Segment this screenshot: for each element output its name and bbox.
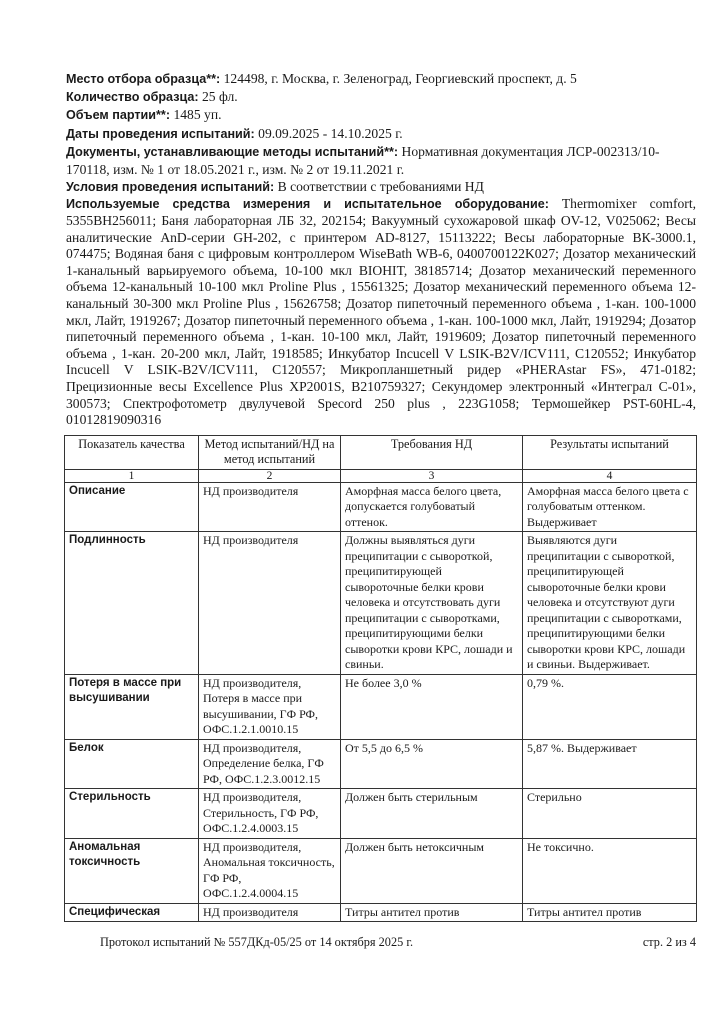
table-row [65,674,697,739]
table-row [65,903,697,922]
requirement-cell: Должен быть нетоксичным [341,838,523,903]
batch-volume [66,106,696,124]
column-header: Показатель качества [65,435,199,469]
sample-quantity [66,88,696,106]
protocol-header [66,70,696,429]
indicator-cell: Белок [65,739,199,789]
result-cell: 5,87 %. Выдерживает [523,739,697,789]
field-value: В соответствии с требованиями НД [277,179,484,195]
result-cell: 0,79 %. [523,674,697,739]
test-conditions [66,178,696,196]
field-label: Количество образца: [66,90,199,105]
method-cell: НД производителя [199,532,341,675]
footer-page-number: стр. 2 из 4 [642,935,696,950]
column-number-row [65,469,697,482]
field-value: 09.09.2025 - 14.10.2025 г. [258,125,403,141]
indicator-cell: Потеря в массе при высушивании [65,674,199,739]
field-label: Место отбора образца**: [66,72,221,86]
method-cell: НД производителя, Потеря в массе при высушивании, ГФ РФ, ОФС.1.2.1.0010.15 [199,674,341,739]
indicator-cell: Подлинность [65,532,199,675]
column-number: 1 [65,469,199,482]
result-cell: Выявляются дуги преципитации с сывороткой, преципитирующей сывороточные белки крови человека и отсутствуют дуги преципитации с сыворотками, преципитирующими белки сыворотки крови КРС, лошади и свиньи. Выдерживает. [523,532,697,675]
column-header: Результаты испытаний [523,435,697,469]
field-label: Объем партии**: [66,108,171,123]
result-cell: Титры антител против [523,903,697,922]
column-number: 4 [523,469,697,482]
field-label: Условия проведения испытаний: [66,180,275,195]
field-value: 1485 уп. [173,107,222,123]
column-header: Метод испытаний/НД на метод испытаний [199,435,341,469]
table-row [65,789,697,839]
result-cell: Стерильно [523,789,697,839]
field-label: Используемые средства измерения и испытательное оборудование: [66,197,549,212]
requirement-cell: От 5,5 до 6,5 % [341,739,523,789]
requirement-cell: Должны выявляться дуги преципитации с сывороткой, преципитирующей сывороточные белки крови человека и отсутствовать дуги преципитации с сыворотками, преципитирующими белки сыворотки крови КРС, лошади и свиньи. [341,532,523,675]
test-dates [66,125,696,143]
sampling-place [66,70,696,88]
field-label: Документы, устанавливающие методы испытаний**: [66,144,399,159]
indicator-cell: Описание [65,482,199,532]
field-value: Нормативная документация ЛСР-002313/10-170118, изм. № 1 от 18.05.2021 г., изм. № 2 от 19.11.2021 г. [66,143,660,178]
table-row [65,482,697,532]
equipment-list [66,196,696,428]
requirement-cell: Титры антител против [341,903,523,922]
result-cell: Аморфная масса белого цвета с голубоватым оттенком. Выдерживает [523,482,697,532]
method-cell: НД производителя [199,482,341,532]
footer-protocol-number: Протокол испытаний № 557ДКд-05/25 от 14 октября 2025 г. [100,935,414,950]
requirement-cell: Должен быть стерильным [341,789,523,839]
indicator-cell: Специфическая [65,903,199,922]
method-cell: НД производителя, Определение белка, ГФ РФ, ОФС.1.2.3.0012.15 [199,739,341,789]
field-label: Даты проведения испытаний: [66,126,255,141]
table-header-row [65,435,697,469]
result-cell: Не токсично. [523,838,697,903]
table-row [65,739,697,789]
page-footer [64,934,696,950]
results-table [64,435,697,923]
method-cell: НД производителя, Аномальная токсичность, ГФ РФ, ОФС.1.2.4.0004.15 [199,838,341,903]
requirement-cell: Не более 3,0 % [341,674,523,739]
requirement-cell: Аморфная масса белого цвета, допускается голубоватый оттенок. [341,482,523,532]
field-value: 25 фл. [201,89,238,105]
indicator-cell: Аномальная токсичность [65,838,199,903]
table-row [65,532,697,675]
column-header: Требования НД [341,435,523,469]
field-value: 124498, г. Москва, г. Зеленоград, Георгиевский проспект, д. 5 [223,71,577,86]
column-number: 3 [341,469,523,482]
column-number: 2 [199,469,341,482]
method-documents [66,143,696,178]
table-row [65,838,697,903]
method-cell: НД производителя [199,903,341,922]
indicator-cell: Стерильность [65,789,199,839]
field-value: Thermomixer comfort, 5355BH256011; Баня лабораторная ЛБ 32, 202154; Вакуумный сухожаровой шкаф OV-12, V025062; Весы аналитические AnD-серии GH-202, с принтером AD-8127, 15113222; Весы лабораторные ВК-3000.1, 074475; Водяная баня с цифровым контроллером WiseBath WB-6, 0400700122K027; Дозатор механический 1-канальный варьируемого объема, 10-100 мкл BIOHIT, 38185714; Дозатор механический переменного объема 12-канальный 10-100 мкл Proline Plus , 15561325; Дозатор механический переменного объема 12-канальный 30-300 мкл Proline Plus , 15626758; Дозатор пипеточный переменного объема , 1-кан. 100-1000 мкл, Лайт, 1919267; Дозатор пипеточный переменного объема , 1-кан. 100-1000 мкл, Лайт, 1919294; Дозатор пипеточный переменного объема , 1-кан. 10-100 мкл, Лайт, 1919609; Дозатор пипеточный переменного объема , 1-кан. 20-200 мкл, Лайт, 1918585; Инкубатор Incucell V LSIK-B2V/ICV111, C120552; Инкубатор Incucell V LSIK-B2V/ICV111, C120557; Микропланшетный ридер «PHERAstar FS», 471-0182; Прецизионные весы Excellence Plus XP2001S, B210759327; Секундомер электронный «Интеграл С-01», 300573; Спектрофотометр двулучевой Specord 250 plus , 223G1058; Термошейкер PST-60HL-4, 01012819090316 [66,196,697,428]
method-cell: НД производителя, Стерильность, ГФ РФ, ОФС.1.2.4.0003.15 [199,789,341,839]
